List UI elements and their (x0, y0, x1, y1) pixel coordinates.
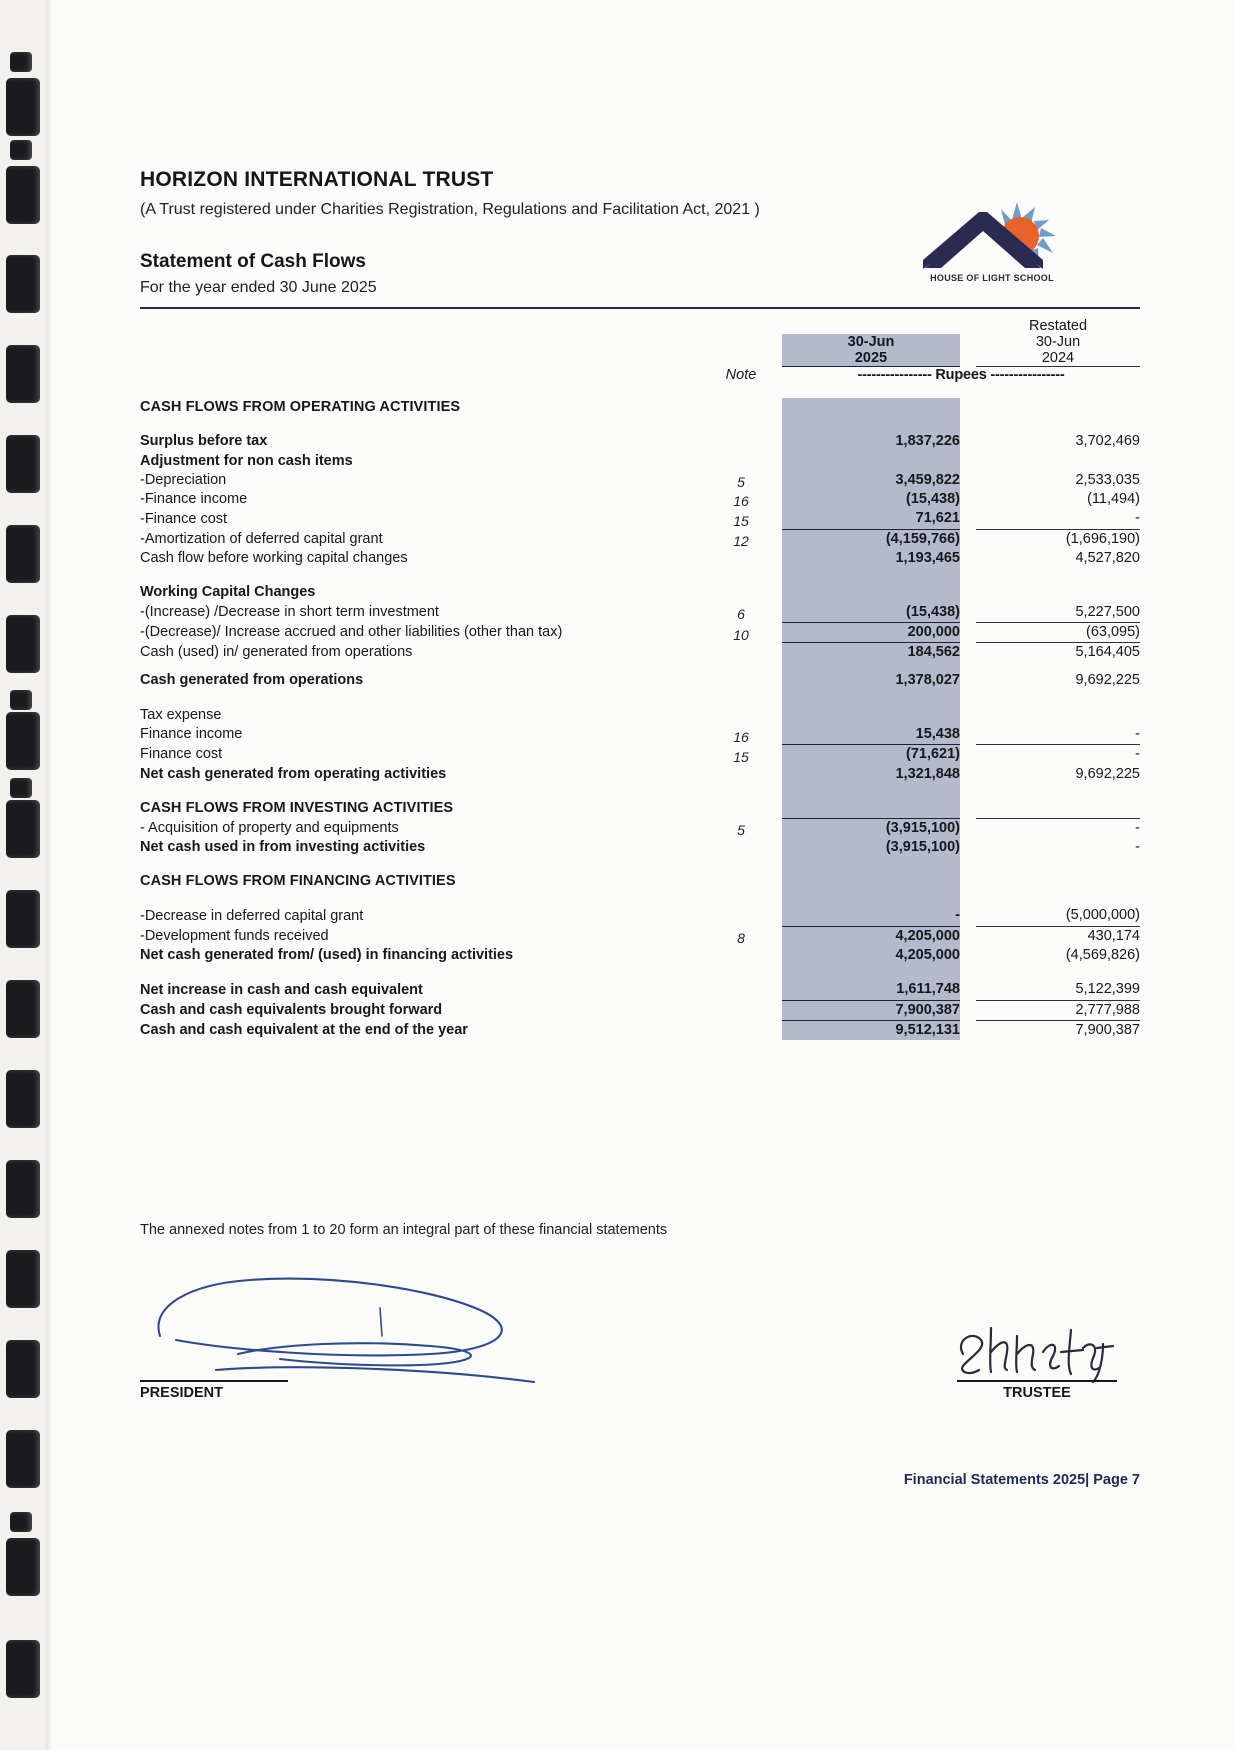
row-note-reference: 15 (733, 748, 749, 765)
spacer-cell (700, 891, 782, 906)
current-period-value: (15,438) (782, 603, 960, 623)
previous-period-value (976, 398, 1140, 417)
row-label: - Acquisition of property and equipments (140, 819, 399, 836)
sun-and-roof-icon (917, 198, 1067, 270)
spacer-cell (960, 568, 976, 583)
spacer-row (140, 891, 1140, 906)
binder-hole (6, 1538, 40, 1596)
row-note-reference: 8 (737, 929, 745, 946)
row-label: -Development funds received (140, 927, 329, 944)
current-period-value: (71,621) (782, 745, 960, 765)
row-note-reference (700, 872, 782, 891)
row-label: Net cash generated from operating activities (140, 765, 447, 782)
column-gap (960, 549, 976, 568)
table-row (140, 946, 1140, 965)
president-signature-ink (130, 1258, 570, 1388)
column-gap (960, 745, 976, 765)
table-row (140, 838, 1140, 857)
row-note-reference (700, 643, 782, 663)
previous-period-value: 4,527,820 (1075, 549, 1140, 566)
binder-hole (6, 615, 40, 673)
binder-hole (6, 800, 40, 858)
row-note-reference (700, 765, 782, 784)
spacer-cell-current (782, 857, 960, 872)
table-row (140, 549, 1140, 568)
previous-period-value: - (976, 745, 1140, 765)
header-gap-cell (140, 383, 1140, 398)
previous-period-month: 30-Jun (1035, 334, 1081, 350)
binder-hole (6, 1160, 40, 1218)
spacer-cell-current (782, 662, 960, 671)
previous-period-value: - (1135, 725, 1140, 742)
row-note-reference (700, 452, 782, 471)
row-note-reference: 15 (733, 513, 749, 530)
spacer-cell (960, 965, 976, 980)
current-period-value: 4,205,000 (782, 946, 960, 965)
current-period-year: 2025 (782, 350, 960, 367)
president-signature-block (140, 1380, 288, 1401)
previous-period-year: 2024 (976, 350, 1140, 367)
reporting-period: For the year ended 30 June 2025 (140, 279, 377, 296)
previous-period-value: (63,095) (976, 622, 1140, 642)
row-note-reference (700, 432, 782, 451)
header-blank-2 (700, 334, 782, 350)
row-note-reference (700, 549, 782, 568)
document-page (52, 0, 1234, 1750)
table-row (140, 980, 1140, 1000)
annexed-notes-text: The annexed notes from 1 to 20 form an integral part of these financial statements (140, 1222, 668, 1238)
spacer-cell-current (782, 891, 960, 906)
binder-punch-strip (0, 0, 46, 1750)
previous-period-value: 5,122,399 (1075, 981, 1140, 998)
column-gap (960, 946, 976, 965)
row-label: Cash and cash equivalent at the end of the year (140, 1021, 468, 1038)
previous-period-value: (1,696,190) (976, 529, 1140, 549)
table-row (140, 603, 1140, 623)
column-gap (960, 838, 976, 857)
spacer-cell (960, 662, 976, 671)
table-row (140, 490, 1140, 509)
row-note-reference (700, 946, 782, 965)
previous-period-value (976, 799, 1140, 818)
row-note-reference: 16 (733, 728, 749, 745)
spacer-cell-current (782, 691, 960, 706)
trustee-label: TRUSTEE (1003, 1385, 1071, 1401)
column-gap (960, 509, 976, 529)
current-period-value: 1,378,027 (782, 671, 960, 690)
note-column-header: Note (725, 367, 757, 383)
column-gap (960, 1020, 976, 1040)
previous-period-value: 2,533,035 (1075, 471, 1140, 488)
trustee-signature-block (957, 1380, 1117, 1401)
spacer-row (140, 662, 1140, 671)
table-row (140, 471, 1140, 490)
spacer-cell (960, 784, 976, 799)
table-row (140, 706, 1140, 725)
previous-period-value: - (1135, 510, 1140, 527)
row-note-reference (700, 706, 782, 725)
binder-hole (6, 435, 40, 493)
spacer-cell-current (782, 568, 960, 583)
row-note-reference: 12 (733, 532, 749, 549)
table-row (140, 643, 1140, 663)
previous-period-value: 430,174 (976, 926, 1140, 946)
row-note-reference (700, 398, 782, 417)
header-blank-1 (140, 334, 700, 350)
column-gap (960, 603, 976, 623)
header-divider (140, 307, 1140, 309)
binder-hole (10, 690, 32, 710)
binder-hole (10, 140, 32, 160)
section-heading-label: CASH FLOWS FROM FINANCING ACTIVITIES (140, 873, 456, 890)
column-gap (960, 622, 976, 642)
row-label: Surplus before tax (140, 433, 268, 450)
table-row (140, 745, 1140, 765)
spacer-cell (960, 891, 976, 906)
current-period-value: 7,900,387 (782, 1000, 960, 1020)
row-label: Cash (used) in/ generated from operations (140, 644, 413, 661)
spacer-row (140, 691, 1140, 706)
current-period-value: (4,159,766) (782, 529, 960, 549)
row-label: -(Decrease)/ Increase accrued and other liabilities (other than tax) (140, 624, 563, 641)
current-period-value: - (782, 906, 960, 926)
column-gap (960, 926, 976, 946)
current-period-value: 3,459,822 (782, 471, 960, 490)
binder-hole (10, 52, 32, 72)
binder-hole (6, 1070, 40, 1128)
row-label: Net cash used in from investing activities (140, 838, 426, 855)
row-label: Tax expense (140, 706, 222, 723)
column-gap (960, 872, 976, 891)
header-blank-7 (140, 367, 700, 384)
previous-period-value (976, 706, 1140, 725)
previous-period-value: (4,569,826) (1065, 946, 1140, 963)
spacer-cell-current (782, 784, 960, 799)
spacer-cell (976, 691, 1140, 706)
current-period-value (782, 799, 960, 818)
table-header-row-restated (140, 318, 1140, 334)
previous-period-value (976, 583, 1140, 602)
table-body (140, 398, 1140, 1040)
spacer-cell (976, 784, 1140, 799)
previous-period-value: (5,000,000) (1065, 907, 1140, 924)
header-spacer-current (782, 318, 960, 334)
header-blank-5 (700, 350, 782, 367)
current-period-value (782, 583, 960, 602)
spacer-cell (976, 417, 1140, 432)
column-gap (960, 906, 976, 926)
binder-hole (6, 980, 40, 1038)
spacer-row (140, 857, 1140, 872)
spacer-cell (140, 965, 700, 980)
previous-period-value: 5,227,500 (1075, 603, 1140, 620)
row-label: Cash and cash equivalents brought forward (140, 1002, 443, 1019)
current-period-value: (15,438) (782, 490, 960, 509)
president-label: PRESIDENT (140, 1385, 223, 1401)
binder-hole (6, 712, 40, 770)
spacer-cell (976, 857, 1140, 872)
current-period-value: 1,193,465 (782, 549, 960, 568)
row-label: -Finance cost (140, 510, 228, 527)
organization-name: HORIZON INTERNATIONAL TRUST (140, 168, 494, 191)
row-label: -Depreciation (140, 471, 227, 488)
row-label: Cash generated from operations (140, 672, 364, 689)
binder-hole (6, 1640, 40, 1698)
current-period-value (782, 452, 960, 471)
column-gap (960, 818, 976, 838)
spacer-cell (700, 965, 782, 980)
column-gap (960, 706, 976, 725)
row-note-reference (700, 799, 782, 818)
table-row (140, 432, 1140, 451)
spacer-cell-current (782, 965, 960, 980)
column-gap (960, 725, 976, 745)
row-note-reference: 16 (733, 493, 749, 510)
column-gap (960, 671, 976, 690)
current-period-value: 1,611,748 (782, 980, 960, 1000)
previous-period-value: - (976, 818, 1140, 838)
row-label: -Finance income (140, 491, 248, 508)
header-gap-row (140, 383, 1140, 398)
table-row (140, 926, 1140, 946)
current-period-value: 9,512,131 (782, 1020, 960, 1040)
header-spacer-note (700, 318, 782, 334)
spacer-cell (140, 784, 700, 799)
table-row (140, 765, 1140, 784)
logo-caption: HOUSE OF LIGHT SCHOOL (930, 273, 1054, 283)
current-period-value: 4,205,000 (782, 926, 960, 946)
table-row (140, 1020, 1140, 1040)
current-period-value (782, 706, 960, 725)
binder-hole (6, 525, 40, 583)
page-footer: Financial Statements 2025| Page 7 (903, 1472, 1140, 1488)
column-gap (960, 432, 976, 451)
header-spacer (140, 318, 700, 334)
column-gap (960, 490, 976, 509)
row-note-reference (700, 583, 782, 602)
current-period-value: 1,321,848 (782, 765, 960, 784)
spacer-cell (140, 691, 700, 706)
binder-hole (6, 78, 40, 136)
table-row (140, 583, 1140, 602)
table-row (140, 906, 1140, 926)
section-heading-row (140, 398, 1140, 417)
spacer-cell (976, 568, 1140, 583)
currency-units-label: ---------------- Rupees ---------------- (857, 367, 1065, 383)
row-note-reference (700, 838, 782, 857)
row-note-reference (700, 671, 782, 690)
cash-flow-statement-table (140, 318, 1140, 1040)
row-note-reference (700, 1000, 782, 1020)
header-blank-6 (960, 350, 976, 367)
header-blank-4 (140, 350, 700, 367)
row-note-reference: 5 (737, 821, 745, 838)
row-note-reference (700, 1020, 782, 1040)
table-header-group (140, 318, 1140, 398)
spacer-row (140, 417, 1140, 432)
previous-period-value: 2,777,988 (976, 1000, 1140, 1020)
spacer-cell (960, 857, 976, 872)
table-header-row-date2 (140, 350, 1140, 367)
spacer-cell (700, 662, 782, 671)
previous-period-value: - (1135, 838, 1140, 855)
current-period-value (782, 398, 960, 417)
header-blank-3 (960, 334, 976, 350)
section-heading-label: CASH FLOWS FROM INVESTING ACTIVITIES (140, 799, 454, 816)
row-label: Finance income (140, 726, 243, 743)
logo-mark (917, 198, 1067, 270)
row-note-reference: 10 (733, 626, 749, 643)
school-logo (917, 198, 1067, 283)
column-gap (960, 398, 976, 417)
table-row (140, 818, 1140, 838)
spacer-row (140, 965, 1140, 980)
column-gap (960, 529, 976, 549)
page-title: Statement of Cash Flows (140, 251, 366, 272)
spacer-cell (140, 417, 700, 432)
spacer-cell (700, 784, 782, 799)
previous-period-value: 7,900,387 (976, 1020, 1140, 1040)
current-period-value: (3,915,100) (782, 838, 960, 857)
section-heading-row (140, 799, 1140, 818)
previous-period-value: 9,692,225 (1075, 765, 1140, 782)
current-period-value (782, 872, 960, 891)
previous-period-value: (11,494) (1087, 491, 1140, 508)
row-label: -Decrease in deferred capital grant (140, 907, 364, 924)
binder-hole (6, 345, 40, 403)
row-label: -Amortization of deferred capital grant (140, 530, 383, 547)
row-label: -(Increase) /Decrease in short term investment (140, 604, 439, 621)
previous-period-value: 3,702,469 (1075, 433, 1140, 450)
current-period-value: 184,562 (782, 643, 960, 663)
current-period-value: 15,438 (782, 725, 960, 745)
spacer-cell (140, 662, 700, 671)
spacer-cell (960, 417, 976, 432)
binder-hole (10, 1512, 32, 1532)
column-gap (960, 980, 976, 1000)
column-gap (960, 1000, 976, 1020)
column-gap (960, 583, 976, 602)
binder-hole (6, 1340, 40, 1398)
binder-hole (10, 778, 32, 798)
spacer-cell (140, 857, 700, 872)
spacer-cell (976, 965, 1140, 980)
spacer-cell (700, 568, 782, 583)
current-period-value: 1,837,226 (782, 432, 960, 451)
row-note-reference: 6 (737, 606, 745, 623)
spacer-cell (700, 857, 782, 872)
spacer-cell-current (782, 417, 960, 432)
binder-hole (6, 1250, 40, 1308)
previous-period-value: 9,692,225 (1075, 672, 1140, 689)
table-header-row-units (140, 367, 1140, 384)
row-label: Cash flow before working capital changes (140, 549, 408, 566)
current-period-value: (3,915,100) (782, 818, 960, 838)
row-label: Adjustment for non cash items (140, 452, 353, 469)
binder-hole (6, 255, 40, 313)
spacer-cell (960, 691, 976, 706)
spacer-cell (976, 891, 1140, 906)
column-gap (960, 765, 976, 784)
spacer-row (140, 784, 1140, 799)
current-period-value: 71,621 (782, 509, 960, 529)
spacer-row (140, 568, 1140, 583)
organization-subtitle: (A Trust registered under Charities Registration, Regulations and Facilitation Act, 2021 ) (140, 201, 760, 218)
previous-period-value: 5,164,405 (976, 643, 1140, 663)
spacer-cell (976, 662, 1140, 671)
column-gap (960, 452, 976, 471)
previous-period-value (976, 452, 1140, 471)
table-row (140, 529, 1140, 549)
row-note-reference: 5 (737, 474, 745, 491)
table-row (140, 671, 1140, 690)
current-period-value: 200,000 (782, 622, 960, 642)
table-row (140, 452, 1140, 471)
spacer-cell (700, 417, 782, 432)
section-heading-row (140, 872, 1140, 891)
previous-period-value (976, 872, 1140, 891)
spacer-cell (140, 568, 700, 583)
restated-label: Restated (1028, 318, 1088, 334)
column-gap (960, 643, 976, 663)
spacer-cell (700, 691, 782, 706)
table-row (140, 509, 1140, 529)
column-gap (960, 799, 976, 818)
binder-hole (6, 1430, 40, 1488)
row-label: Net cash generated from/ (used) in financing activities (140, 946, 514, 963)
row-label: Finance cost (140, 746, 223, 763)
row-note-reference (700, 906, 782, 926)
current-period-month: 30-Jun (782, 334, 960, 350)
binder-hole (6, 166, 40, 224)
table-row (140, 1000, 1140, 1020)
row-label: Net increase in cash and cash equivalent (140, 981, 423, 998)
spacer-cell (140, 891, 700, 906)
header-spacer-gap (960, 318, 976, 334)
table-row (140, 725, 1140, 745)
section-heading-label: CASH FLOWS FROM OPERATING ACTIVITIES (140, 399, 461, 415)
table-row (140, 622, 1140, 642)
column-gap (960, 471, 976, 490)
row-note-reference (700, 980, 782, 1000)
binder-hole (6, 890, 40, 948)
row-label: Working Capital Changes (140, 584, 316, 601)
table-header-row-date1 (140, 334, 1140, 350)
